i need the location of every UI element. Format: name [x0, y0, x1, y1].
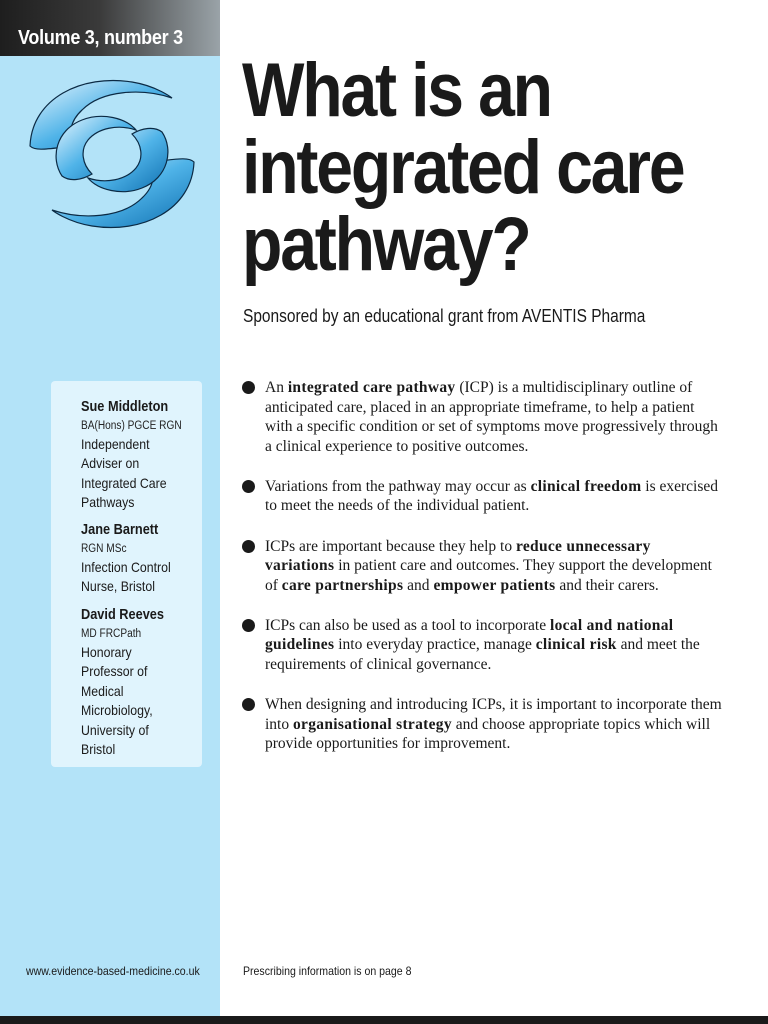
- text-run: into everyday practice, manage: [334, 636, 536, 654]
- bold-term: care partnerships: [281, 576, 404, 594]
- bold-term: reduce unnecessary variations: [265, 537, 651, 575]
- bullet-item: [242, 695, 722, 754]
- bold-term: clinical freedom: [530, 477, 642, 495]
- bullet-text: [265, 616, 722, 675]
- author-card: [81, 606, 164, 760]
- bullet-text: [265, 695, 722, 754]
- bullet-text: [265, 537, 722, 596]
- text-run: and their carers.: [555, 576, 659, 594]
- text-run: (ICP) is a multidisciplinary outline of anticipated care, placed in an appropriate timeframe, to help a patient with a specific condition or set of symptoms move progressively through a clinical experience to positive outcomes.: [265, 379, 718, 455]
- text-run: ICPs are important because they help to: [265, 537, 516, 555]
- text-run: and: [403, 576, 434, 594]
- author-qualifications: MD FRCPath: [81, 627, 142, 640]
- bullet-text: [265, 477, 722, 516]
- text-run: An: [265, 379, 288, 396]
- bold-term: clinical risk: [535, 636, 617, 654]
- bold-term: organisational strategy: [293, 715, 452, 733]
- author-card: [81, 398, 182, 513]
- bullet-item: [242, 378, 722, 456]
- bullet-dot-icon: [242, 381, 255, 394]
- author-role-line: Nurse, Bristol: [81, 578, 155, 594]
- bullet-text: [265, 378, 722, 456]
- title-line: pathway?: [242, 202, 530, 287]
- author-role-line: Integrated Care: [81, 474, 167, 491]
- title-line: What is an: [242, 48, 551, 133]
- author-qualifications: BA(Hons) PGCE RGN: [81, 419, 182, 432]
- text-run: in patient care and outcomes. They support the development of: [265, 557, 712, 594]
- author-role-line: Independent: [81, 435, 150, 452]
- author-qualifications: RGN MSc: [81, 542, 127, 555]
- author-role-line: University of: [81, 721, 149, 738]
- author-name: David Reeves: [81, 607, 164, 623]
- author-role-line: Adviser on: [81, 455, 140, 471]
- bullet-list: [242, 378, 722, 774]
- bold-term: empower patients: [433, 576, 556, 594]
- sponsor-line: Sponsored by an educational grant from AVENTIS Pharma: [243, 306, 646, 326]
- author-role: [81, 435, 182, 513]
- title-line: integrated care: [242, 125, 684, 210]
- prescribing-note: Prescribing information is on page 8: [243, 964, 412, 978]
- bold-term: local and national guidelines: [265, 616, 674, 654]
- author-role-line: Pathways: [81, 494, 135, 510]
- website-url: www.evidence-based-medicine.co.uk: [26, 964, 200, 978]
- author-role: [81, 558, 171, 597]
- bullet-dot-icon: [242, 480, 255, 493]
- author-role-line: Microbiology,: [81, 702, 153, 718]
- author-name: Jane Barnett: [81, 522, 159, 538]
- bottom-rule: [0, 1016, 768, 1024]
- page-title: [242, 48, 694, 287]
- text-run: Variations from the pathway may occur as: [265, 477, 531, 495]
- bullet-item: [242, 537, 722, 596]
- author-role-line: Bristol: [81, 741, 116, 757]
- author-role-line: Honorary: [81, 643, 132, 660]
- bullet-item: [242, 616, 722, 675]
- author-role: [81, 643, 164, 760]
- text-run: and choose appropriate topics which will provide opportunities for improvement.: [265, 715, 711, 753]
- bullet-dot-icon: [242, 540, 255, 553]
- text-run: and meet the requirements of clinical governance.: [265, 636, 700, 674]
- bullet-dot-icon: [242, 619, 255, 632]
- author-role-line: Professor of: [81, 663, 148, 679]
- bold-term: integrated care pathway: [287, 379, 456, 396]
- text-run: is exercised to meet the needs of the individual patient.: [265, 477, 719, 515]
- text-run: ICPs can also be used as a tool to incorporate: [265, 616, 550, 634]
- bullet-dot-icon: [242, 698, 255, 711]
- volume-label: Volume 3, number 3: [18, 27, 183, 49]
- bullet-item: [242, 477, 722, 516]
- author-role-line: Infection Control: [81, 558, 171, 575]
- author-card: [81, 521, 171, 597]
- author-role-line: Medical: [81, 682, 124, 699]
- text-run: When designing and introducing ICPs, it is important to incorporate them into: [265, 696, 722, 733]
- swirl-logo-icon: [22, 68, 202, 240]
- author-name: Sue Middleton: [81, 399, 169, 415]
